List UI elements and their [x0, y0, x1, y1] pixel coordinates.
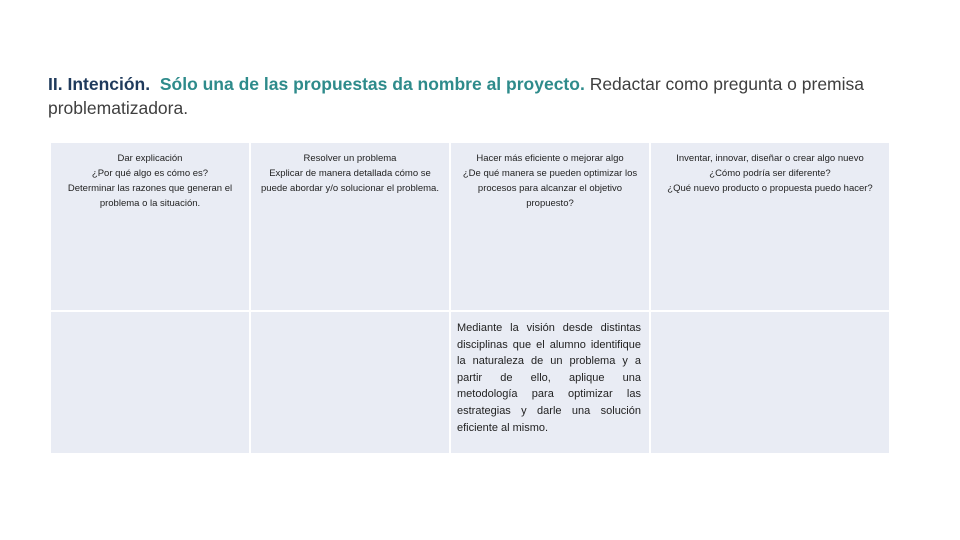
section-title: Intención.: [67, 74, 151, 94]
table-body-solve: [251, 312, 449, 453]
cell-line: ¿De qué manera se pueden optimizar los: [462, 168, 638, 179]
table-header-explain: [51, 143, 249, 310]
cell-line: ¿Cómo podría ser diferente?: [709, 168, 831, 179]
table-header-innovate: [651, 143, 889, 310]
section-heading: [48, 72, 918, 120]
cell-line: Hacer más eficiente o mejorar algo: [476, 153, 624, 164]
section-highlight: Sólo una de las propuestas da nombre al proyecto.: [159, 74, 585, 94]
cell-line: Explicar de manera detallada cómo se: [269, 168, 431, 179]
table-body-explain: [51, 312, 249, 453]
cell-line: problema o la situación.: [99, 198, 201, 209]
cell-line: ¿Por qué algo es cómo es?: [91, 168, 209, 179]
cell-line: propuesto?: [526, 198, 574, 209]
table-body-innovate: [651, 312, 889, 453]
cell-line: Inventar, innovar, diseñar o crear algo nuevo: [676, 153, 864, 164]
table-header-improve: [451, 143, 649, 310]
cell-line: Resolver un problema: [303, 153, 397, 164]
cell-line: procesos para alcanzar el objetivo: [477, 183, 623, 194]
section-number: II.: [48, 74, 63, 94]
table-header-solve: [251, 143, 449, 310]
section-instruction: Redactar como pregunta o premisa problematizadora.: [48, 74, 864, 118]
cell-line: ¿Qué nuevo producto o propuesta puedo hacer?: [667, 183, 873, 194]
intention-table: [51, 143, 889, 453]
cell-line: puede abordar y/o solucionar el problema.: [261, 183, 439, 194]
cell-line: Dar explicación: [117, 153, 183, 164]
cell-line: Determinar las razones que generan el: [67, 183, 233, 194]
table-body-improve: Mediante la visión desde distintas disciplinas que el alumno identifique la naturaleza de un problema y a partir de ello, aplique una metodología para optimizar las estrategias y darle una solución eficiente al mismo.: [451, 312, 649, 453]
